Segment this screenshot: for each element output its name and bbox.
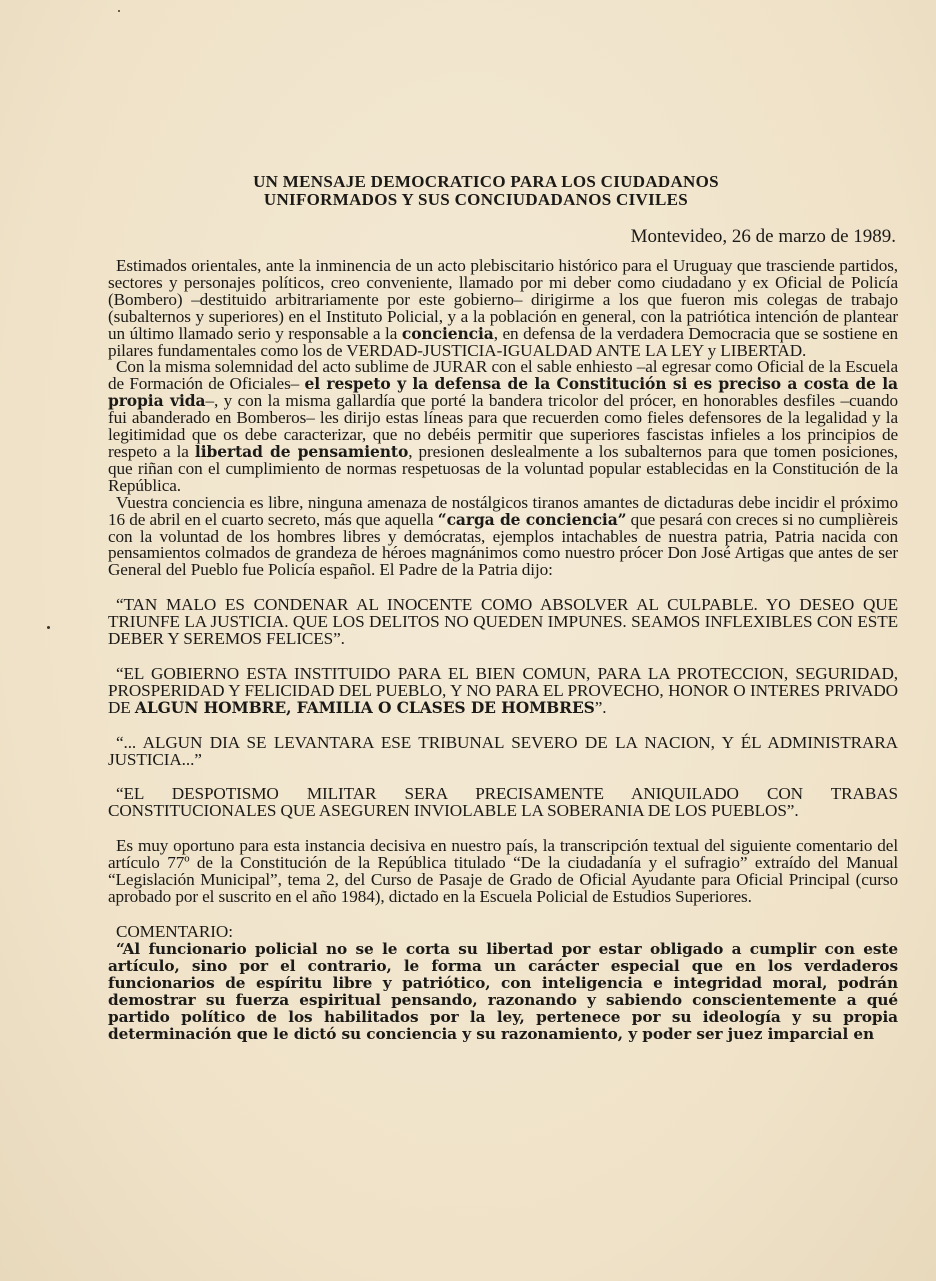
- quote-2: [108, 663, 898, 717]
- letter-body: [108, 258, 898, 1043]
- comment-heading: COMENTARIO:: [116, 921, 233, 941]
- paragraph-2-text-e: , presionen deslealmente a los subalternos para que tomen posiciones, que riñan con el cumplimiento de normas respetuosas de la voluntad popular establecidas en la Constitución de la República.: [108, 441, 899, 495]
- quote-1: “TAN MALO ES CONDENAR AL INOCENTE COMO ABSOLVER AL CULPABLE. YO DESEO QUE TRIUNFE LA JUSTICIA. QUE LOS DELITOS NO QUEDEN IMPUNES. SEAMOS INFLEXIBLES CON ESTE DEBER Y SEREMOS FELICES”.: [108, 595, 898, 649]
- dateline: Montevideo, 26 de marzo de 1989.: [630, 226, 896, 247]
- paragraph-2-bold-2: libertad de pensamiento: [194, 441, 409, 461]
- paper-speck: [118, 10, 120, 12]
- quote-2-bold: ALGUN HOMBRE, FAMILIA O CLASES DE HOMBRES: [134, 697, 595, 717]
- paper-speck: [47, 626, 50, 629]
- quote-2-text-a: “EL GOBIERNO ESTA INSTITUIDO PARA EL BIEN COMUN, PARA LA PROTECCION, SEGURIDAD, PROSPERIDAD Y FELICIDAD DEL PUEBLO, Y NO PARA EL PROVECHO, HONOR O INTERES PRIVADO DE: [108, 663, 898, 717]
- quote-2-text-c: ”.: [594, 697, 607, 717]
- paragraph-1-bold: conciencia: [401, 323, 494, 343]
- paragraph-2-text-c: –, y con la misma gallardía que porté la bandera tricolor del prócer, en honorables desfiles –cuando fui abanderado en Bomberos– les dirijo estas líneas para que recuerden como fieles defensores de la legalidad y la legitimidad que os debe caracterizar, que no debéis permitir que superiores fascistas infieles a los principios de respeto a la: [108, 391, 898, 461]
- paragraph-2: [108, 359, 898, 494]
- paragraph-2-bold-1: el respeto y la defensa de la Constitución si es preciso a costa de la propia vida: [108, 374, 898, 411]
- paragraph-3-text-a: Vuestra conciencia es libre, ninguna amenaza de nostálgicos tiranos amantes de dictaduras debe incidir el próximo 16 de abril en el cuarto secreto, más que aquella: [108, 492, 898, 529]
- quote-3: “... ALGUN DIA SE LEVANTARA ESE TRIBUNAL SEVERO DE LA NACION, Y ÉL ADMINISTRARA JUSTICIA...”: [108, 732, 898, 769]
- paragraph-1-text-a: Estimados orientales, ante la inminencia de un acto plebiscitario histórico para el Uruguay que trasciende partidos, sectores y personajes políticos, creo conveniente, llamado por mi deber como ciudadano y ex Oficial de Policía (Bombero) –destituido arbitrariamente por este gobierno– dirigirme a los que fueron mis colegas de trabajo (subalternos y superiores) en el Instituto Policial, y a la población en general, con la patriótica intención de plantear un último llamado serio y responsable a la: [108, 256, 898, 343]
- document-title-line-2: UNIFORMADOS Y SUS CONCIUDADANOS CIVILES: [263, 190, 689, 209]
- paragraph-4: Es muy oportuno para esta instancia decisiva en nuestro país, la transcripción textual del siguiente comentario del artículo 77º de la Constitución de la República titulado “De la ciudadanía y el sufragio” extraído del Manual “Legislación Municipal”, tema 2, del Curso de Pasaje de Grado de Oficial Ayudante para Oficial Principal (curso aprobado por el suscrito en el año 1984), dictado en la Escuela Policial de Estudios Superiores.: [108, 836, 898, 906]
- document-title-line-1: UN MENSAJE DEMOCRATICO PARA LOS CIUDADANOS: [253, 172, 719, 191]
- paragraph-1-text-c: , en defensa de la verdadera Democracia que se sostiene en pilares fundamentales como los de VERDAD-JUSTICIA-IGUALDAD ANTE LA LEY y LIBERTAD.: [108, 323, 898, 360]
- paragraph-2-text-a: Con la misma solemnidad del acto sublime de JURAR con el sable enhiesto –al egresar como Oficial de la Escuela de Formación de Oficiales–: [108, 357, 898, 394]
- paragraph-3-text-c: que pesará con creces si no cumplièreis con la voluntad de los hombres libres y demócratas, ejemplos intachables de nuestra patria, Patria nacida con pensamientos colmados de grandeza de héroes magnánimos como nuestro prócer Don José Artigas que antes de ser General del Pueblo fue Policía español. El Padre de la Patria dijo:: [108, 509, 898, 580]
- quote-4: “EL DESPOTISMO MILITAR SERA PRECISAMENTE ANIQUILADO CON TRABAS CONSTITUCIONALES QUE ASEGUREN INVIOLABLE LA SOBERANIA DE LOS PUEBLOS”.: [108, 784, 898, 821]
- paragraph-3-bold: “carga de conciencia”: [437, 509, 627, 529]
- comment-text: “Al funcionario policial no se le corta su libertad por estar obligado a cumplir con este artículo, sino por el contrario, le forma un carácter especial que en los verdaderos funcionarios de espíritu libre y patriótico, con inteligencia e integridad moral, podrán demostrar su fuerza espiritual pensando, razonando y sabiendo conscientemente a qué partido político de los habilitados por la ley, pertenece por su ideología y su propia determinación que le dictó su conciencia y su razonamiento, y poder ser juez imparcial en: [108, 939, 898, 1043]
- paragraph-3: [108, 492, 898, 580]
- paragraph-1: [108, 258, 898, 359]
